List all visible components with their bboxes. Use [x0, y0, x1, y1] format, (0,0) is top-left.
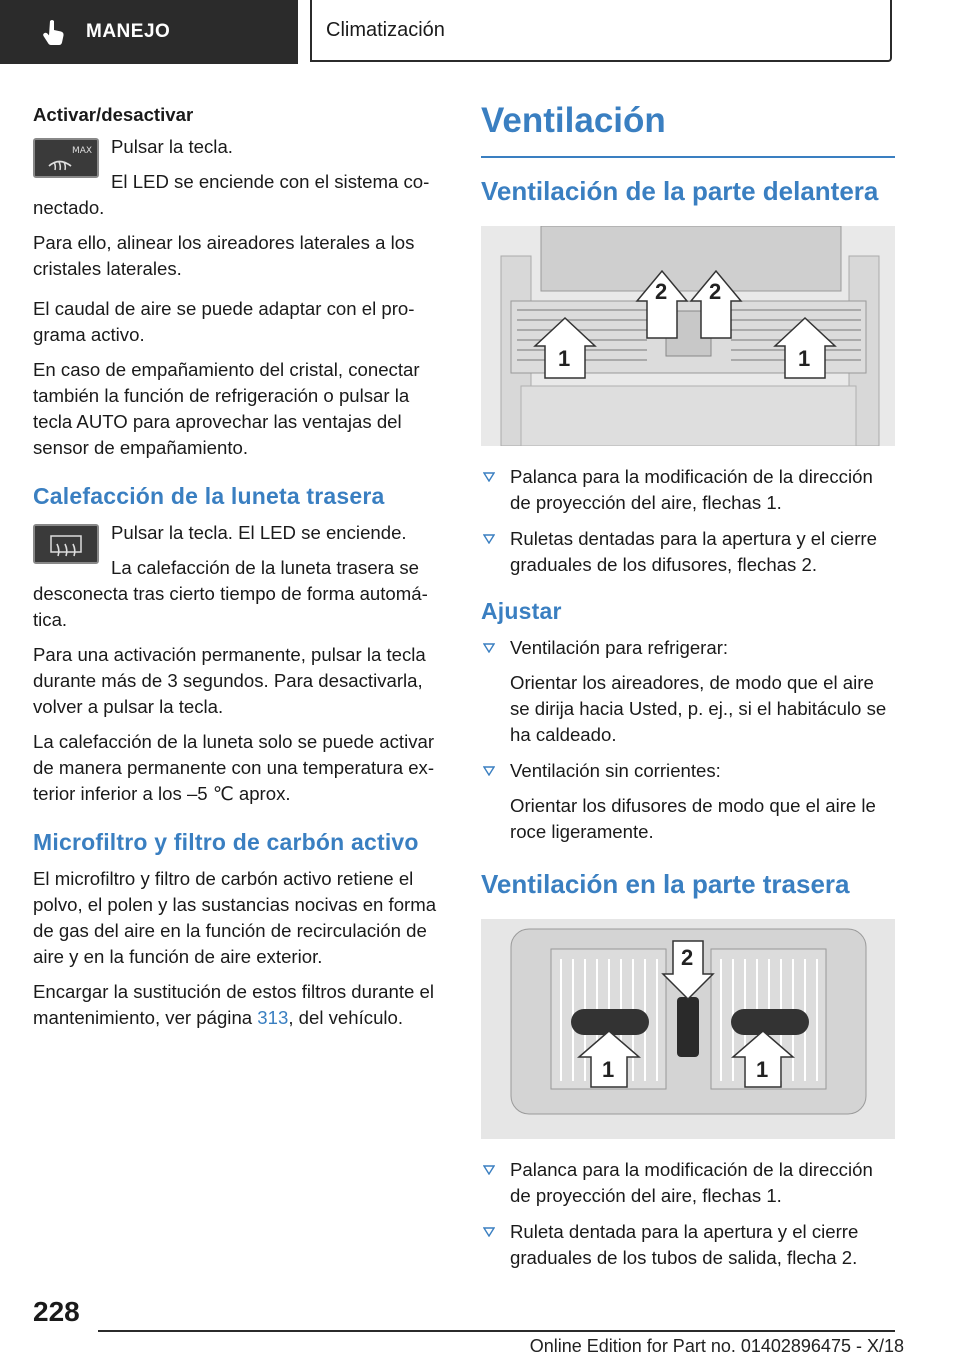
chapter-label: Climatización — [326, 18, 445, 41]
adjust-item-detail: Orientar los aireadores, de modo que el aire se dirija hacia Usted, p. ej., si el habitáculo se ha caldeado. — [510, 672, 887, 745]
list-item — [481, 1219, 895, 1271]
adjust-heading: Ajustar — [481, 598, 562, 624]
rear-ventilation-heading: Ventilación en la parte trasera — [481, 869, 850, 899]
p1-continuation: nectado. — [33, 197, 105, 218]
rear-item-text: Palanca para la modificación de la dirección de proyección del aire, flechas 1. — [510, 1159, 873, 1206]
triangle-bullet-icon — [483, 534, 495, 544]
max-defrost-key-icon — [33, 138, 99, 178]
p9-text-b: , del vehículo. — [288, 1007, 404, 1028]
triangle-bullet-icon — [483, 643, 495, 653]
list-item — [481, 1157, 895, 1209]
key1-line1: Pulsar la tecla. — [111, 136, 233, 157]
rear-item-text: Ruleta dentada para la apertura y el cierre graduales de los tubos de salida, flecha 2. — [510, 1221, 859, 1268]
rear-lever-label-left: 1 — [602, 1057, 615, 1082]
front-vents-figure — [481, 226, 895, 446]
front-item-text: Ruletas dentadas para la apertura y el cierre graduales de los difusores, flechas 2. — [510, 528, 877, 575]
adjust-item-detail: Orientar los difusores de modo que el aire le roce ligeramente. — [510, 795, 876, 842]
p6: Para una activación permanente, pulsar la tecla durante más de 3 segundos. Para desactivarla, volver a pulsar la tecla. — [33, 644, 426, 717]
activate-heading: Activar/desactivar — [33, 104, 194, 125]
key1-line2: El LED se enciende con el sistema co- — [111, 171, 430, 192]
edition-text: Online Edition for Part no. 01402896475 - X/18 — [529, 1336, 904, 1356]
p3: El caudal de aire se puede adaptar con el pro- grama activo. — [33, 298, 415, 345]
ventilation-title: Ventilación — [481, 98, 895, 158]
p9 — [33, 979, 443, 1031]
adjust-item-title: Ventilación para refrigerar: — [510, 637, 729, 658]
front-item-text: Palanca para la modificación de la dirección de proyección del aire, flechas 1. — [510, 466, 873, 513]
footer-divider — [98, 1330, 895, 1332]
rear-vents-figure — [481, 919, 895, 1139]
p4: En caso de empañamiento del cristal, conectar también la función de refrigeración o pulsar la tecla AUTO para aprovechar las ventajas del sensor de empañamiento. — [33, 359, 420, 458]
hand-icon — [40, 18, 68, 46]
adjust-items-list — [481, 635, 895, 845]
p2: Para ello, alinear los aireadores laterales a los cristales laterales. — [33, 232, 415, 279]
rear-lever-label-right: 1 — [756, 1057, 769, 1082]
p5-continuation: desconecta tras cierto tiempo de forma automá- tica. — [33, 583, 428, 630]
list-item — [481, 758, 895, 845]
page-link[interactable]: 313 — [257, 1007, 289, 1028]
right-column — [481, 98, 895, 1283]
triangle-bullet-icon — [483, 1165, 495, 1175]
list-item — [481, 635, 895, 748]
svg-text:MAX: MAX — [72, 146, 93, 156]
filter-heading: Microfiltro y filtro de carbón activo — [33, 829, 419, 855]
front-wheel-label-right: 2 — [709, 279, 722, 304]
front-lever-label-left: 1 — [558, 346, 571, 371]
rear-window-heading: Calefacción de la luneta trasera — [33, 483, 385, 509]
adjust-item-title: Ventilación sin corrientes: — [510, 760, 721, 781]
chapter-tab[interactable] — [310, 0, 892, 62]
key2-line1: Pulsar la tecla. El LED se enciende. — [111, 522, 407, 543]
front-items-list — [481, 464, 895, 578]
front-ventilation-heading: Ventilación de la parte delantera — [481, 176, 879, 206]
rear-items-list — [481, 1157, 895, 1271]
p8: El microfiltro y filtro de carbón activo retiene el polvo, el polen y las sustancias nocivas en forma de gas del aire en la función de recirculación de aire y en la función de aire exterior. — [33, 868, 437, 967]
list-item — [481, 464, 895, 516]
rear-defrost-row — [33, 520, 443, 581]
max-defrost-row — [33, 134, 443, 195]
triangle-bullet-icon — [483, 766, 495, 776]
page-number: 228 — [33, 1296, 80, 1327]
rear-defrost-key-icon — [33, 524, 99, 564]
section-tab[interactable] — [0, 0, 298, 64]
triangle-bullet-icon — [483, 1227, 495, 1237]
p9-text-a: Encargar la sustitución de estos filtros durante el mantenimiento, ver página — [33, 981, 435, 1028]
front-lever-label-right: 1 — [798, 346, 811, 371]
front-wheel-label-left: 2 — [655, 279, 668, 304]
triangle-bullet-icon — [483, 472, 495, 482]
p7: La calefacción de la luneta solo se puede activar de manera permanente con una temperatura ex- terior inferior a los –5 ℃ aprox. — [33, 731, 435, 804]
key2-line2: La calefacción de la luneta trasera se — [111, 557, 420, 578]
rear-wheel-label: 2 — [681, 945, 694, 970]
left-column — [33, 100, 443, 1040]
section-label: MANEJO — [86, 21, 171, 42]
list-item — [481, 526, 895, 578]
